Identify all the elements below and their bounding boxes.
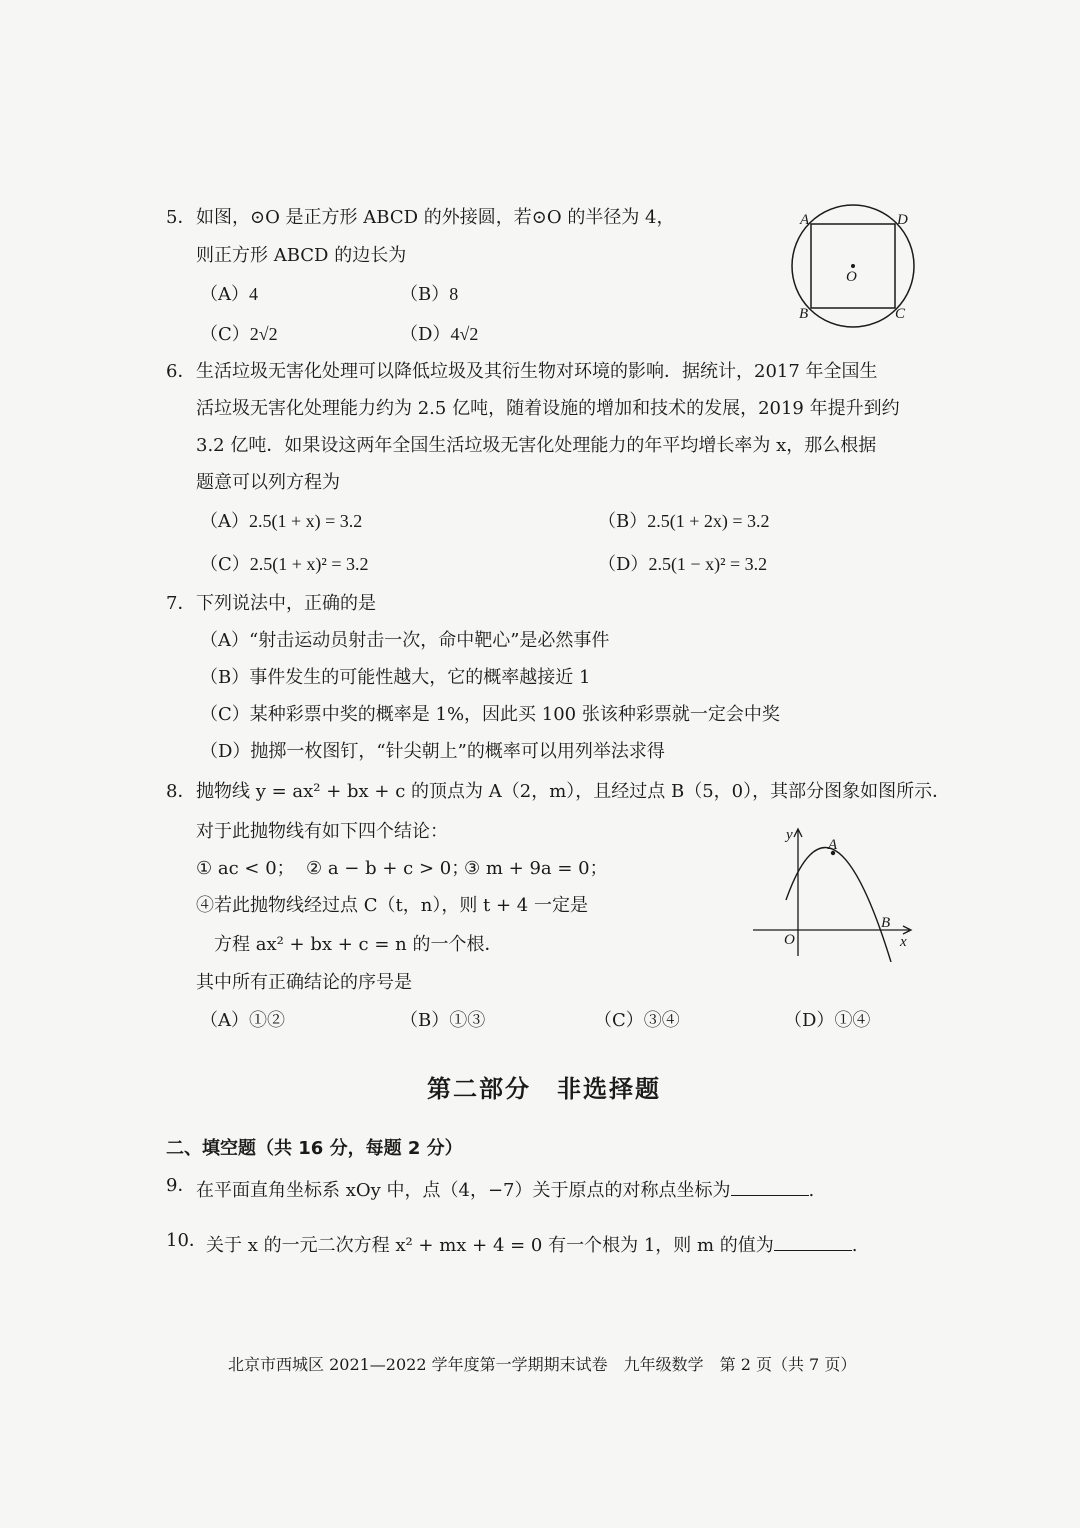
q8-number: 8．	[166, 781, 196, 802]
q6-option-d: （D）2.5(1 − x)² = 3.2	[598, 554, 768, 575]
fig8-label-b: B	[881, 915, 891, 931]
q8-option-a: （A）①②	[200, 1010, 285, 1031]
q8-conclusion-1: ① ac < 0；	[196, 858, 295, 879]
q5-stem-line1: 如图，⊙O 是正方形 ABCD 的外接圆，若⊙O 的半径为 4，	[196, 207, 675, 228]
fig5-label-a: A	[800, 212, 810, 228]
q6-option-b: （B）2.5(1 + 2x) = 3.2	[598, 511, 770, 532]
q6-option-c: （C）2.5(1 + x)² = 3.2	[200, 554, 369, 575]
q5-stem-line2: 则正方形 ABCD 的边长为	[196, 245, 407, 266]
fig8-label-o: O	[784, 932, 795, 948]
fig8-label-y: y	[786, 827, 793, 843]
q6-stem-line1: 生活垃圾无害化处理可以降低垃圾及其衍生物对环境的影响．据统计，2017 年全国生	[196, 361, 878, 382]
q5-option-a: （A）4	[200, 284, 258, 305]
q6-stem-line2: 活垃圾无害化处理能力约为 2.5 亿吨，随着设施的增加和技术的发展，2019 年提升到约	[196, 398, 900, 419]
fig8-label-a: A	[828, 837, 838, 853]
q8-conclusion-4: ④若此抛物线经过点 C（t，n），则 t + 4 一定是	[196, 895, 588, 916]
q8-option-c: （C）③④	[594, 1010, 680, 1031]
q6-number: 6．	[166, 361, 196, 382]
q8-conclusion-2: ② a − b + c > 0；	[306, 858, 470, 879]
fig8-label-x: x	[900, 934, 907, 950]
q8-conclusion-3: ③ m + 9a = 0；	[464, 858, 608, 879]
fig5-label-o: O	[846, 269, 857, 285]
q5-option-d: （D）4√2	[400, 324, 479, 345]
q9-stem: 在平面直角坐标系 xOy 中，点（4，−7）关于原点的对称点坐标为 .	[196, 1177, 814, 1200]
q8-stem-line2: 对于此抛物线有如下四个结论：	[196, 821, 448, 842]
q6-option-a: （A）2.5(1 + x) = 3.2	[200, 511, 363, 532]
q5-option-c: （C）2√2	[200, 324, 278, 345]
q10-number: 10．	[166, 1230, 207, 1251]
q5-number: 5．	[166, 207, 196, 228]
q7-option-b: （B）事件发生的可能性越大，它的概率越接近 1	[200, 667, 591, 688]
q8-option-d: （D）①④	[784, 1010, 871, 1031]
q5-circle-square-figure	[780, 200, 920, 330]
q7-number: 7．	[166, 593, 196, 614]
q10-stem: 关于 x 的一元二次方程 x² + mx + 4 = 0 有一个根为 1，则 m 的值为 .	[206, 1232, 858, 1255]
q8-conclusion-4-cont: 方程 ax² + bx + c = n 的一个根．	[214, 934, 503, 955]
q10-answer-blank	[774, 1232, 852, 1251]
q9-number: 9．	[166, 1175, 196, 1196]
fig5-label-c: C	[895, 306, 906, 322]
q8-option-b: （B）①③	[400, 1010, 486, 1031]
q6-stem-line4: 题意可以列方程为	[196, 472, 340, 493]
fig5-label-b: B	[799, 306, 809, 322]
q8-stem-line1: 抛物线 y = ax² + bx + c 的顶点为 A（2，m），且经过点 B（5，0），其部分图象如图所示．	[196, 781, 951, 802]
page-footer: 北京市西城区 2021—2022 学年度第一学期期末试卷 九年级数学 第 2 页（共 7 页）	[228, 1355, 857, 1374]
q5-option-b: （B）8	[400, 284, 459, 305]
q9-answer-blank	[731, 1177, 809, 1196]
fig5-label-d: D	[897, 212, 908, 228]
part2-title: 第二部分 非选择题	[427, 1075, 661, 1103]
q6-stem-line3: 3.2 亿吨．如果设这两年全国生活垃圾无害化处理能力的年平均增长率为 x，那么根据	[196, 435, 877, 456]
q7-stem: 下列说法中，正确的是	[196, 593, 376, 614]
q7-option-c: （C）某种彩票中奖的概率是 1%，因此买 100 张该种彩票就一定会中奖	[200, 704, 780, 725]
q7-option-a: （A）“射击运动员射击一次，命中靶心”是必然事件	[200, 630, 610, 651]
q8-parabola-figure	[748, 822, 918, 962]
q7-option-d: （D）抛掷一枚图钉，“针尖朝上”的概率可以用列举法求得	[200, 741, 665, 762]
q8-question: 其中所有正确结论的序号是	[196, 972, 412, 993]
section2-title: 二、填空题（共 16 分，每题 2 分）	[166, 1138, 463, 1159]
